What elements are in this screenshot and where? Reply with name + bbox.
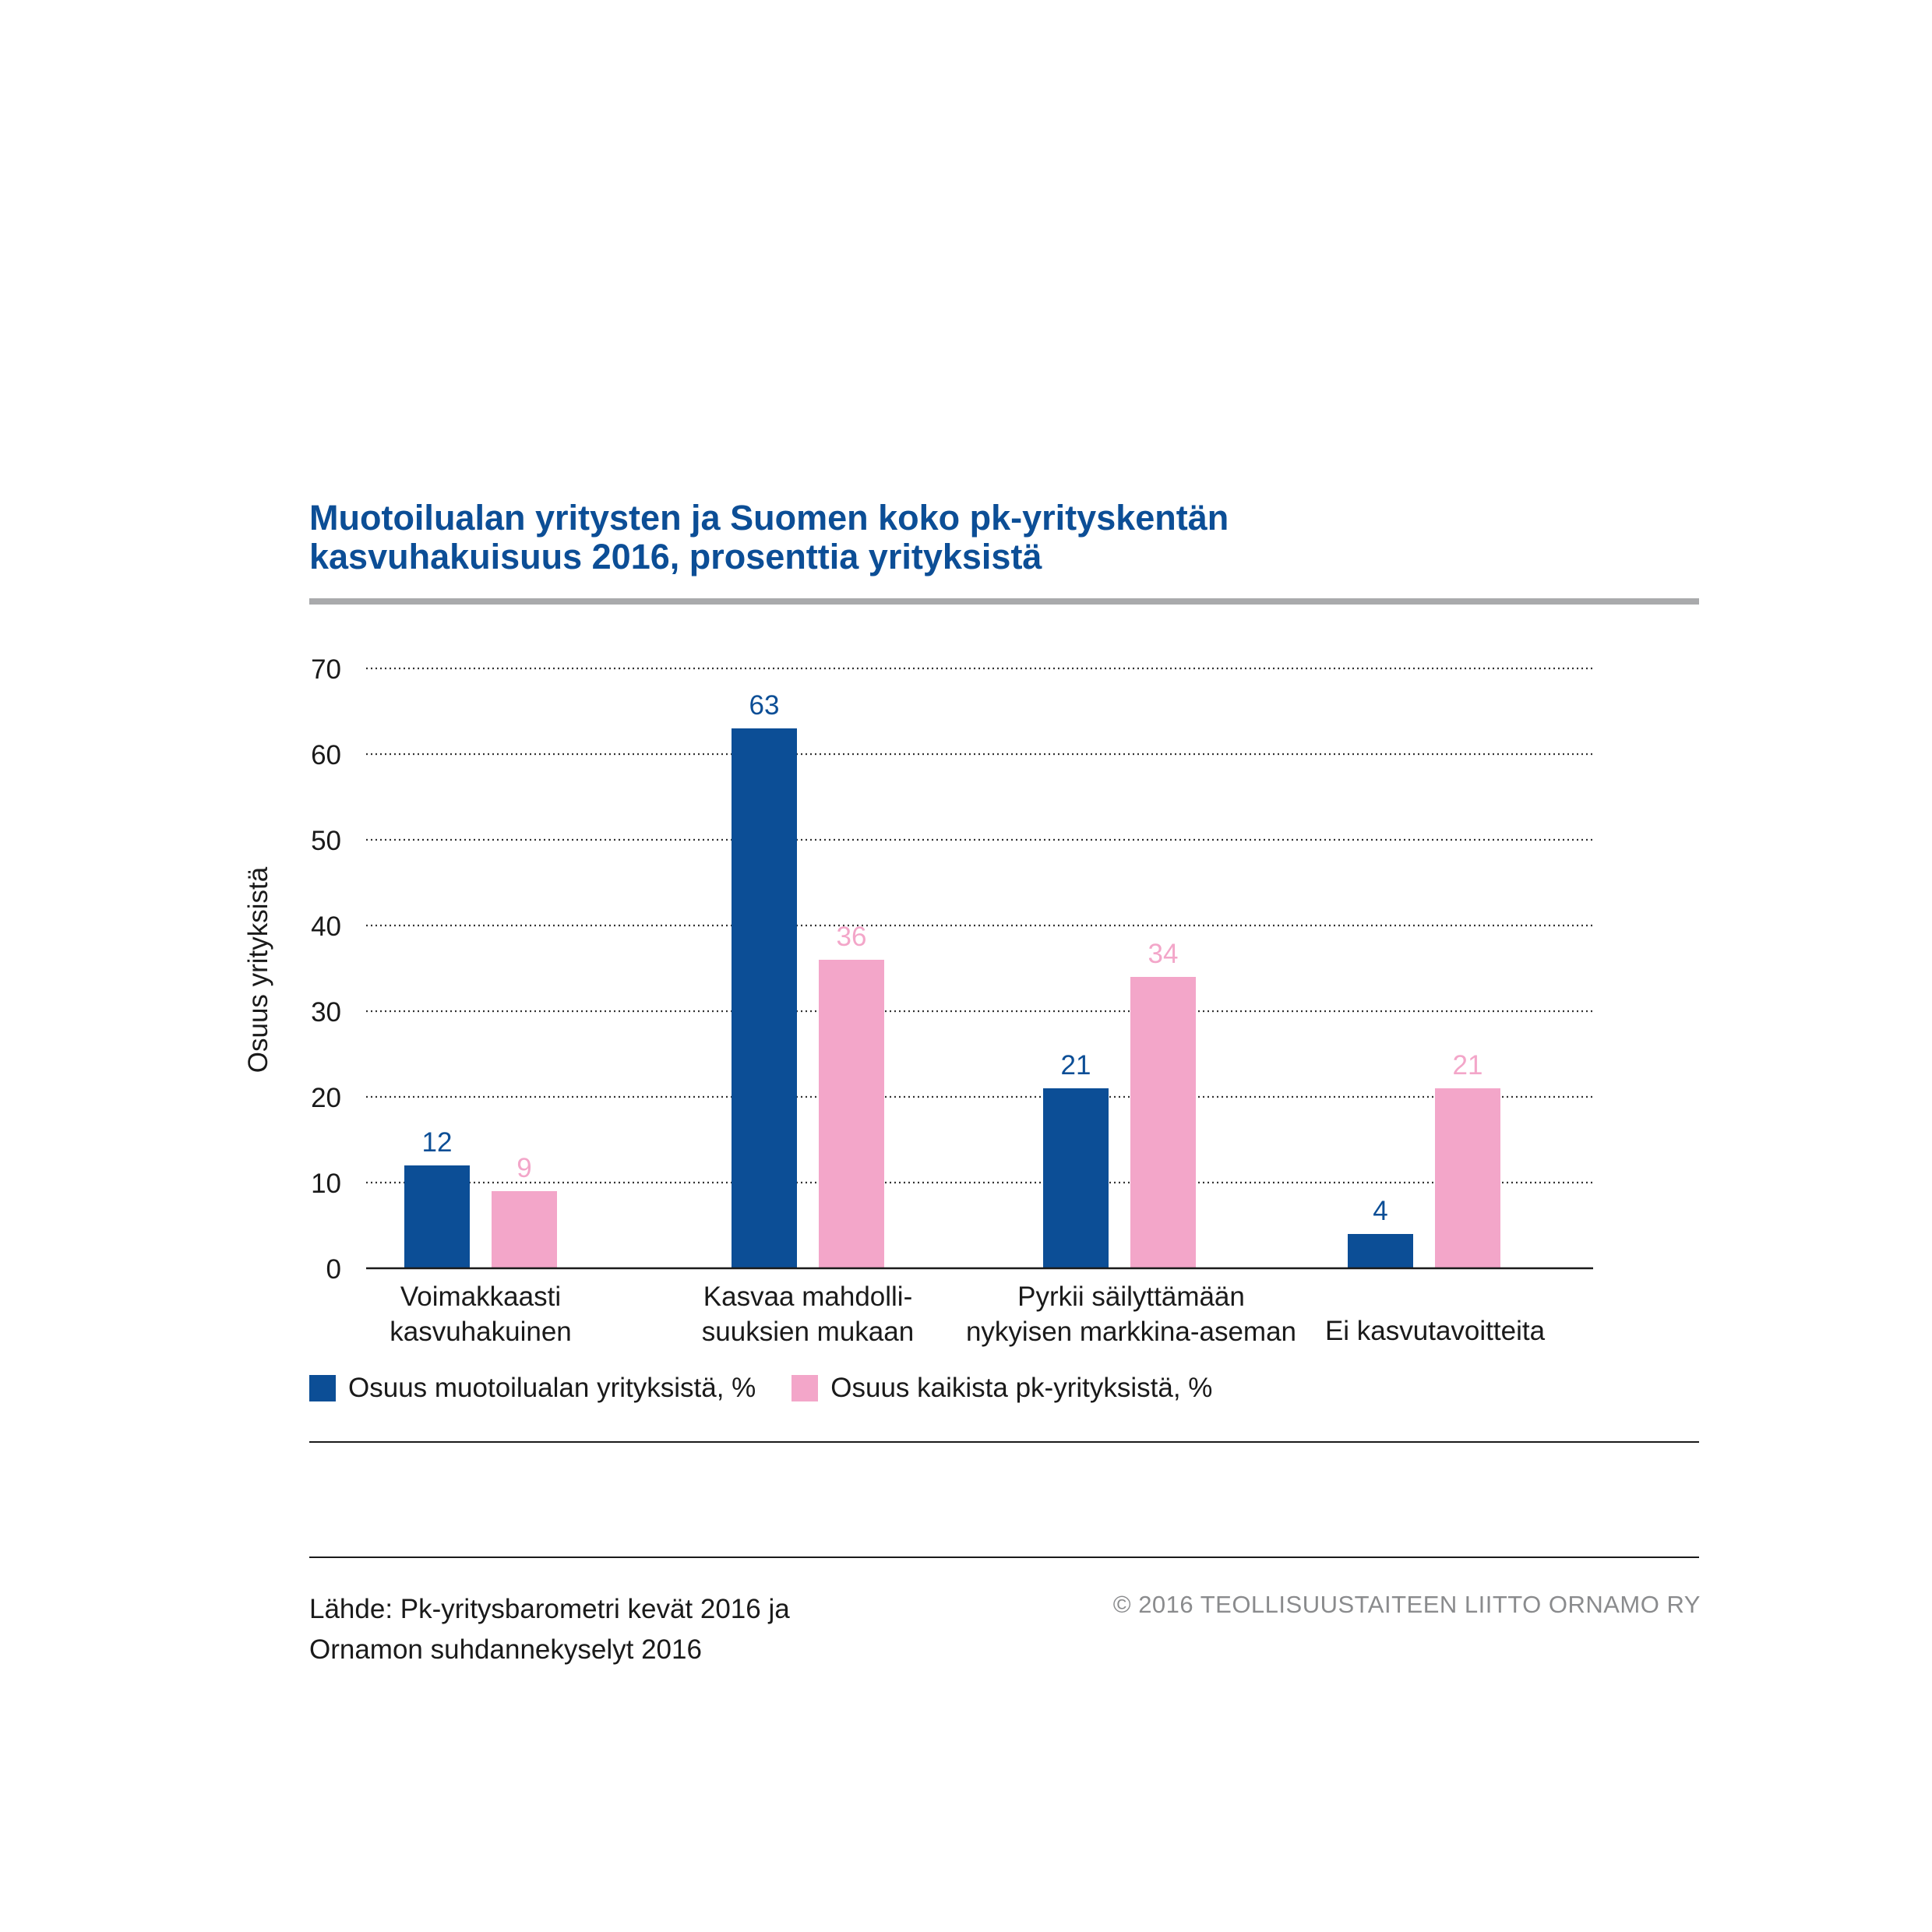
bar-s2-c4 <box>1435 1088 1500 1268</box>
bar-s2-c1 <box>492 1191 557 1268</box>
data-label-s2-c4: 21 <box>1452 1050 1483 1081</box>
y-tick-label-50: 50 <box>311 826 341 856</box>
x-category-label-3-line1: Pyrkii säilyttämään <box>1017 1282 1245 1312</box>
y-axis-title: Osuus yrityksistä <box>243 866 273 1074</box>
bar-s1-c1 <box>404 1165 470 1268</box>
chart-title-line2: kasvuhakuisuus 2016, prosenttia yrityksistä <box>309 537 1042 576</box>
data-label-s2-c2: 36 <box>836 922 867 952</box>
legend-swatch-series1 <box>309 1375 336 1401</box>
legend-swatch-series2 <box>791 1375 818 1401</box>
data-label-s1-c4: 4 <box>1373 1196 1388 1226</box>
data-label-s2-c3: 34 <box>1148 939 1179 969</box>
divider-top <box>309 1441 1699 1443</box>
legend-item-pk <box>791 1373 1212 1404</box>
data-label-s1-c1: 12 <box>421 1127 453 1158</box>
copyright: © 2016 TEOLLISUUSTAITEEN LIITTO ORNAMO RY <box>1112 1591 1701 1618</box>
divider-bottom <box>309 1557 1699 1558</box>
legend-item-muotoilu <box>309 1373 756 1404</box>
bar-s1-c4 <box>1348 1234 1413 1268</box>
y-tick-label-0: 0 <box>326 1254 341 1285</box>
bar-s2-c3 <box>1130 977 1196 1268</box>
legend <box>309 1373 1248 1404</box>
x-category-label-2-line2: suuksien mukaan <box>701 1317 915 1347</box>
bar-s1-c2 <box>732 728 797 1268</box>
legend-label-series1: Osuus muotoilualan yrityksistä, % <box>348 1373 756 1403</box>
data-label-s1-c2: 63 <box>749 690 780 721</box>
x-category-label-2-line1: Kasvaa mahdolli- <box>703 1282 913 1312</box>
y-tick-label-70: 70 <box>311 654 341 685</box>
bar-s1-c3 <box>1043 1088 1109 1268</box>
y-tick-label-40: 40 <box>311 911 341 942</box>
source-line2: Ornamon suhdannekyselyt 2016 <box>309 1634 702 1665</box>
data-label-s2-c1: 9 <box>516 1153 532 1183</box>
y-tick-label-20: 20 <box>311 1083 341 1113</box>
data-label-s1-c3: 21 <box>1060 1050 1091 1081</box>
source-note <box>309 1589 790 1670</box>
y-tick-label-60: 60 <box>311 740 341 770</box>
bar-s2-c2 <box>819 960 884 1268</box>
x-category-label-1-line2: kasvuhakuinen <box>390 1317 572 1347</box>
chart-title-line1: Muotoilualan yritysten ja Suomen koko pk-yrityskentän <box>309 498 1229 538</box>
x-category-label-4-line1: Ei kasvutavoitteita <box>1324 1316 1546 1346</box>
legend-label-series2: Osuus kaikista pk-yrityksistä, % <box>830 1373 1213 1403</box>
x-category-label-1-line1: Voimakkaasti <box>400 1282 562 1312</box>
x-category-label-3-line2: nykyisen markkina-aseman <box>965 1317 1297 1347</box>
source-line1: Lähde: Pk-yritysbarometri kevät 2016 ja <box>309 1594 790 1624</box>
y-tick-label-30: 30 <box>311 997 341 1028</box>
y-tick-label-10: 10 <box>311 1169 341 1199</box>
